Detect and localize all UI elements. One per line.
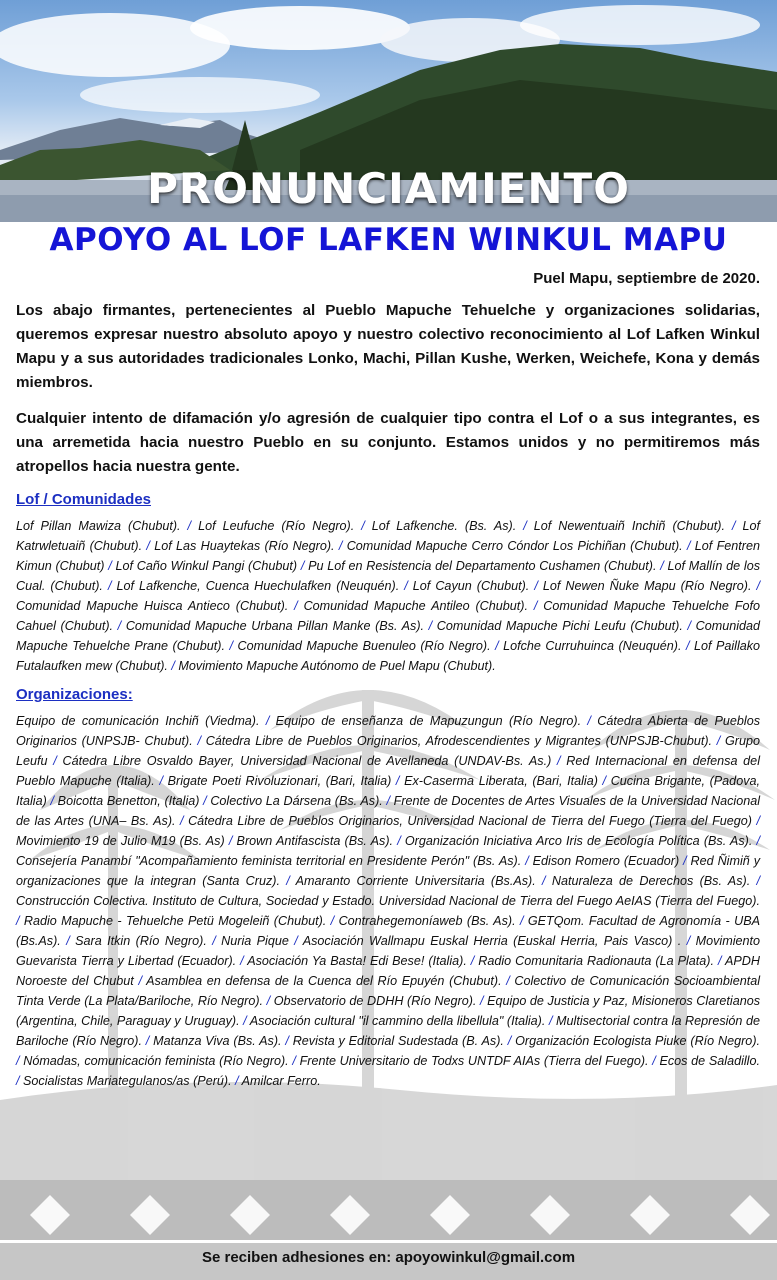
slash-separator: / [476,994,488,1008]
slash-separator: / [225,639,238,653]
date-line: Puel Mapu, septiembre de 2020. [533,270,760,287]
slash-separator: / [521,854,533,868]
slash-separator: / [503,1034,516,1048]
slash-separator: / [714,954,725,968]
organizacion-item: Consejería Panambí "Acompañamiento feminista territorial en Presidente Perón" (Bs. As). [16,854,522,868]
organizacion-item: Construcción Colectiva. Instituto de Cultura, Sociedad y Estado. Universidad Nacional de Tierra del Fuego AeIAS (Tierra del Fuego). [16,894,760,908]
organizacion-item: Red Internacional en defensa del Pueblo Mapuche (Italia). [16,754,760,788]
slash-separator: / [391,774,405,788]
organizacion-item: Equipo de enseñanza de Mapuzungun (Río Negro). [275,714,582,728]
slash-separator: / [750,874,761,888]
organizacion-item: Colectivo de Comunicación Socioambiental Tinta Verde (La Plata/Bariloche, Río Negro). [16,974,761,1008]
slash-separator: / [535,874,552,888]
organizacion-item: Edison Romero (Ecuador) [532,854,680,868]
comunidad-item: Comunidad Mapuche Tehuelche Prane (Chubut). [16,619,761,653]
comunidad-item: Comunidad Mapuche Cerro Cóndor Los Pichiñan (Chubut). [346,539,683,553]
slash-separator: / [141,1034,154,1048]
organizacion-item: Cucina Brigante, (Padova, Italia) [16,774,760,808]
comunidad-item: Lof Mallín de los Cual. (Chubut). [16,559,760,593]
organizacion-item: Contrahegemoníaweb (Bs. As). [338,914,516,928]
slash-separator: / [46,794,58,808]
slash-separator: / [113,619,126,633]
comunidad-item: Lof Cayun (Chubut). [412,579,530,593]
comunidad-item: Comunidad Mapuche Tehuelche Fofo Cahuel (Chubut). [16,599,761,633]
slash-separator: / [224,834,237,848]
slash-separator: / [47,754,63,768]
organizacion-item: Ex-Caserma Liberata, (Bari, Italia) [404,774,598,788]
slash-separator: / [681,934,696,948]
slash-separator: / [354,519,372,533]
organizacion-item: Cátedra Abierta de Pueblos Originarios (UNPSJB- Chubut). [16,714,761,748]
slash-separator: / [528,599,544,613]
slash-separator: / [752,834,761,848]
slash-separator: / [60,934,76,948]
comunidad-item: Lof Fentren Kimun (Chubut) [16,539,760,573]
slash-separator: / [239,1014,250,1028]
organizacion-item: Movimiento 19 de Julio M19 (Bs. As) [16,834,225,848]
comunidad-item: Comunidad Mapuche Pichi Leufu (Chubut). [436,619,683,633]
organizacion-item: Cátedra Libre de Pueblos Originarios, Universidad Nacional de Tierra del Fuego (Tierra del Fuego) [188,814,752,828]
slash-separator: / [682,619,696,633]
organizacion-item: Radio Mapuche - Tehuelche Petü Mogeleiñ (Chubut). [23,914,327,928]
slash-separator: / [382,794,394,808]
slash-separator: / [681,639,694,653]
slash-separator: / [529,579,543,593]
comunidad-item: Movimiento Mapuche Autónomo de Puel Mapu (Chubut). [178,659,496,673]
comunidades-list [16,516,760,676]
organizacion-item: Asamblea en defensa de la Cuenca del Río Epuyén (Chubut). [146,974,502,988]
organizacion-item: Equipo de comunicación Inchiñ (Viedma). [16,714,260,728]
comunidad-item: Lof Leufuche (Río Negro). [198,519,355,533]
page-title: PRONUNCIAMIENTO [147,164,630,213]
organizacion-item: Equipo de Justicia y Paz, Misioneros Claretianos (Argentina, Chile, Paraguay y Uruguay). [16,994,761,1028]
comunidad-item: Lof Katrwletuaiñ (Chubut). [16,519,760,553]
organizacion-item: Boicotta Benetton, (Italia) [57,794,200,808]
organizacion-item: Asociación Wallmapu Euskal Herria (Euskal Herria, Pais Vasco) . [302,934,682,948]
organizacion-item: Brigate Poeti Rivoluzionari, (Bari, Italia) [167,774,392,788]
slash-separator: / [648,1054,660,1068]
comunidad-item: Pu Lof en Resistencia del Departamento Cushamen (Chubut). [308,559,657,573]
slash-separator: / [399,579,413,593]
slash-separator: / [236,954,248,968]
slash-separator: / [501,974,515,988]
organizacion-item: Nómadas, comunicación feminista (Río Negro). [23,1054,289,1068]
comunidad-item: Lof Lafkenche. (Bs. As). [371,519,517,533]
slash-separator: / [16,1074,23,1088]
slash-separator: / [142,539,155,553]
organizacion-item: Matanza Viva (Bs. As). [153,1034,282,1048]
section-heading-organizaciones: Organizaciones: [16,686,133,703]
organizacion-item: Nuria Pique [221,934,289,948]
comunidad-item: Lofche Curruhuinca (Neuquén). [503,639,682,653]
organizacion-item: Cátedra Libre de Pueblos Originarios, Afrodescendientes y Migrantes (UNPSJB-Chubut). [205,734,713,748]
slash-separator: / [281,1034,293,1048]
organizacion-item: Multisectorial contra la Represión de Bariloche (Río Negro). [16,1014,760,1048]
intro-paragraph: Los abajo firmantes, pertenecientes al Pueblo Mapuche Tehuelche y organizaciones solidarias, queremos expresar nuestro absoluto apoyo y nuestro colectivo reconocimiento al Lof Lafken Winkul Mapu y a sus autoridades tradicionales Lonko, Machi, Pillan Kushe, Werken, Weichefe, Kona y demás miembros. [16,302,760,391]
comunidad-item: Lof Newen Ñuke Mapu (Río Negro). [542,579,752,593]
organizacion-item: Amaranto Corriente Universitaria (Bs.As). [295,874,536,888]
slash-separator: / [712,734,725,748]
organizacion-item: Radio Comunitaria Radionauta (La Plata). [478,954,714,968]
slash-separator: / [724,519,743,533]
organizacion-item: Frente de Docentes de Artes Visuales de la Universidad Nacional de las Artes (UNA– Bs. As). [16,794,761,828]
organizacion-item: APDH Noroeste del Chubut [16,954,760,988]
slash-separator: / [175,814,189,828]
slash-separator: / [206,934,222,948]
slash-separator: / [16,914,24,928]
organizacion-item: Asociación cultural "il cammino della libellula" (Italia). [249,1014,546,1028]
slash-separator: / [102,579,117,593]
organizacion-item: Observatorio de DDHH (Río Negro). [273,994,477,1008]
slash-separator: / [581,714,598,728]
organizacion-item: Organización Ecologista Piuke (Río Negro). [515,1034,761,1048]
organizacion-item: Grupo Leufu [16,734,761,768]
organizacion-item: Movimiento Guevarista Tierra y Libertad (Ecuador). [16,934,760,968]
comunidad-item: Lof Pillan Mawiza (Chubut). [16,519,181,533]
statement-paragraph: Cualquier intento de difamación y/o agresión de cualquier tipo contra el Lof o a sus integrantes, es una arremetida hacia nuestro Pueblo en su conjunto. Estamos unidos y no permitiremos más atropellos hacia nuestra gente. [16,410,760,475]
slash-separator: / [597,774,611,788]
slash-separator: / [516,519,534,533]
comunidad-item: Lof Las Huaytekas (Río Negro). [154,539,335,553]
page-subtitle: APOYO AL LOF LAFKEN WINKUL MAPU [49,222,728,258]
section-heading-comunidades: Lof / Comunidades [16,491,151,508]
slash-separator: / [199,794,211,808]
slash-separator: / [326,914,339,928]
organizacion-item: Colectivo La Dársena (Bs. As). [210,794,383,808]
organizacion-item: GETQom. Facultad de Agronomía - UBA (Bs.As). [16,914,761,948]
slash-separator: / [263,994,274,1008]
organizacion-item: Frente Universitario de Todxs UNTDF AIAs (Tierra del Fuego). [299,1054,649,1068]
organizacion-item: Cátedra Libre Osvaldo Bayer, Universidad Nacional de Avellaneda (UNDAV-Bs. As.) [62,754,552,768]
slash-separator: / [752,814,761,828]
slash-separator: / [545,1014,557,1028]
slash-separator: / [104,559,116,573]
slash-separator: / [656,559,668,573]
slash-separator: / [288,599,304,613]
slash-separator: / [192,734,206,748]
organizacion-item: Asociación Ya Basta! Edi Bese! (Italia). [247,954,467,968]
comunidad-item: Comunidad Mapuche Urbana Pillan Manke (Bs. As). [125,619,425,633]
document-body [16,270,760,1101]
organizacion-item: Sara Itkin (Río Negro). [75,934,207,948]
slash-separator: / [551,754,567,768]
slash-separator: / [515,914,528,928]
slash-separator: / [16,1054,24,1068]
organizacion-item: Revista y Editorial Sudestada (B. As). [292,1034,504,1048]
comunidad-item: Lof Lafkenche, Cuenca Huechulafken (Neuquén). [116,579,400,593]
slash-separator: / [180,519,199,533]
comunidad-item: Comunidad Mapuche Antileo (Chubut). [303,599,528,613]
organizacion-item: Socialistas Mariategulanos/as (Perú). [23,1074,232,1088]
slash-separator: / [167,659,179,673]
organizaciones-list [16,711,760,1091]
comunidad-item: Lof Caño Winkul Pangi (Chubut) [115,559,298,573]
slash-separator: / [231,1074,242,1088]
slash-separator: / [751,579,760,593]
comunidad-item: Comunidad Mapuche Huisca Antieco (Chubut). [16,599,289,613]
comunidad-item: Lof Paillako Futalaufken mew (Chubut). [16,639,761,673]
slash-separator: / [682,539,695,553]
slash-separator: / [288,934,303,948]
slash-separator: / [154,774,168,788]
slash-separator: / [466,954,479,968]
slash-separator: / [424,619,437,633]
slash-separator: / [288,1054,300,1068]
slash-separator: / [279,874,296,888]
organizacion-item: Amilcar Ferro. [241,1074,321,1088]
slash-separator: / [334,539,347,553]
slash-separator: / [490,639,504,653]
organizacion-item: Brown Antifascista (Bs. As). [236,834,394,848]
comunidad-item: Lof Newentuaiñ Inchiñ (Chubut). [533,519,725,533]
organizacion-item: Naturaleza de Derechos (Bs. As). [551,874,751,888]
slash-separator: / [259,714,276,728]
organizacion-item: Ecos de Saladillo. [659,1054,760,1068]
slash-separator: / [679,854,691,868]
slash-separator: / [297,559,309,573]
footer-adhesiones: Se reciben adhesiones en: apoyowinkul@gmail.com [0,1243,777,1280]
comunidad-item: Comunidad Mapuche Buenuleo (Río Negro). [237,639,491,653]
organizacion-item: Red Ñimiñ y organizaciones que la integran (Santa Cruz). [16,854,761,888]
slash-separator: / [133,974,147,988]
slash-separator: / [393,834,405,848]
organizacion-item: Organización Iniciativa Arco Iris de Ecología Política (Bs. As). [404,834,753,848]
